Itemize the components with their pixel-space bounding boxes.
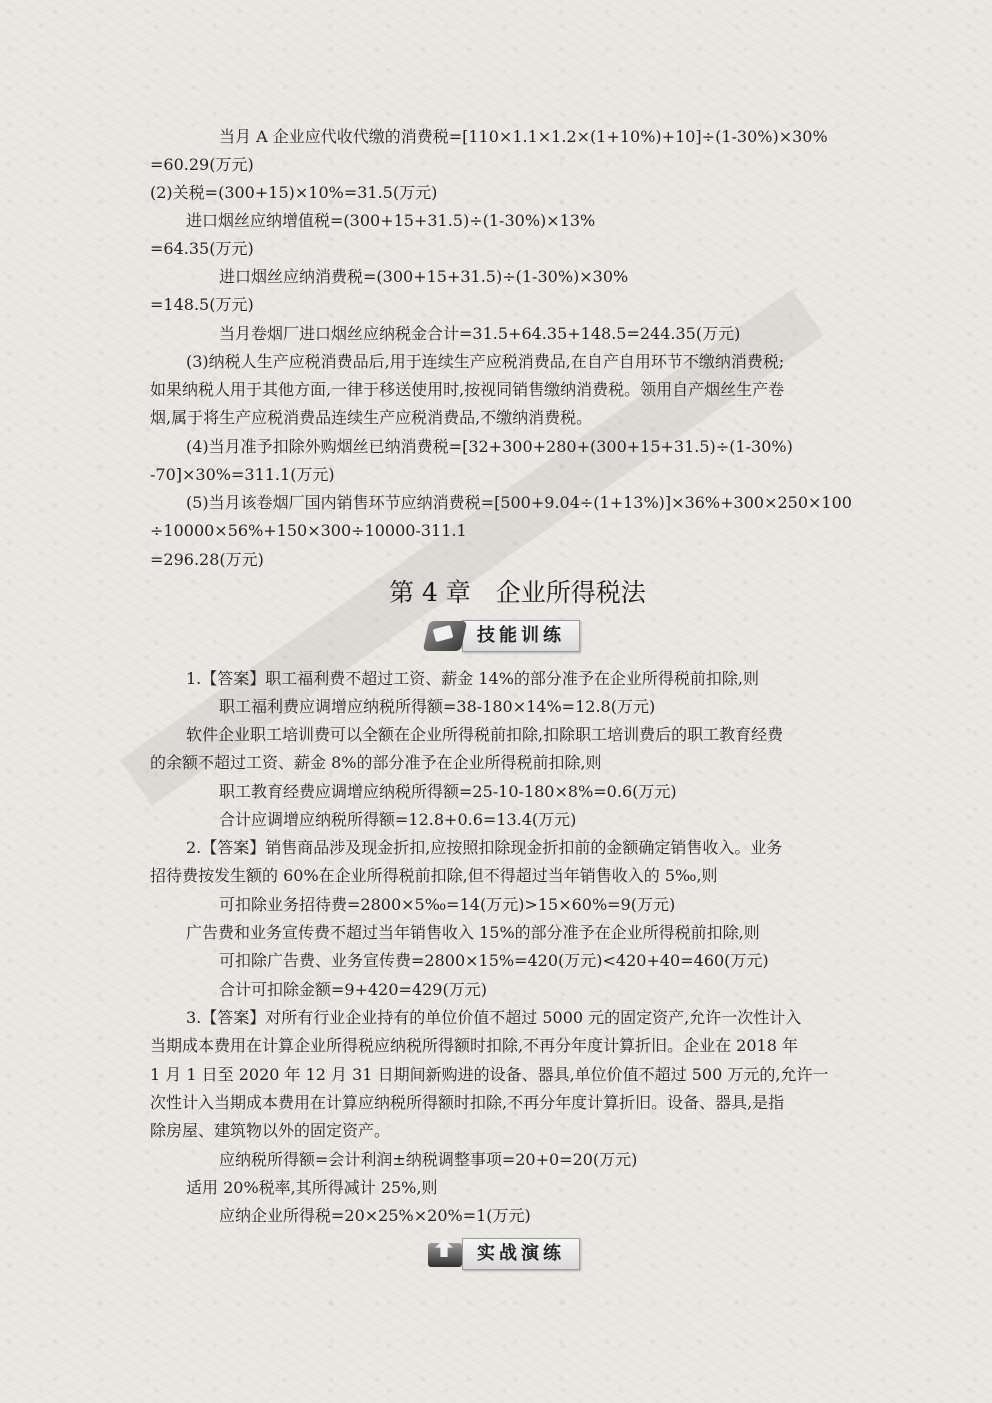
text-line: (4)当月准予扣除外购烟丝已纳消费税=[32+300+280+(300+15+31.5)÷(1-30%)	[186, 437, 793, 456]
text-line: -70]×30%=311.1(万元)	[150, 465, 335, 484]
text-line: 应纳企业所得税=20×25%×20%=1(万元)	[219, 1206, 531, 1225]
text-line: 广告费和业务宣传费不超过当年销售收入 15%的部分准予在企业所得税前扣除,则	[186, 923, 760, 942]
text-line: 当月 A 企业应代收代缴的消费税=[110×1.1×1.2×(1+10%)+10]÷(1-30%)×30%	[219, 127, 828, 146]
text-line: 职工教育经费应调增应纳税所得额=25-10-180×8%=0.6(万元)	[219, 782, 677, 801]
text-line: (5)当月该卷烟厂国内销售环节应纳消费税=[500+9.04÷(1+13%)]×36%+300×250×100	[186, 493, 852, 512]
text-line: 当月卷烟厂进口烟丝应纳税金合计=31.5+64.35+148.5=244.35(万元)	[219, 324, 741, 343]
text-line: 进口烟丝应纳增值税=(300+15+31.5)÷(1-30%)×13%	[186, 211, 596, 230]
chapter-title: 第 4 章 企业所得税法	[389, 578, 646, 607]
practice-label: 实战演练	[462, 1238, 580, 1270]
text-line: ÷10000×56%+150×300÷10000-311.1	[150, 521, 467, 540]
text-line: 当期成本费用在计算企业所得税应纳税所得额时扣除,不再分年度计算折旧。企业在 2018 年	[150, 1036, 798, 1055]
text-line: 软件企业职工培训费可以全额在企业所得税前扣除,扣除职工培训费后的职工教育经费	[186, 725, 784, 744]
text-line: 1.【答案】职工福利费不超过工资、薪金 14%的部分准予在企业所得税前扣除,则	[186, 669, 760, 688]
text-line: (2)关税=(300+15)×10%=31.5(万元)	[150, 183, 438, 202]
text-line: 烟,属于将生产应税消费品连续生产应税消费品,不缴纳消费税。	[150, 408, 593, 427]
text-line: 应纳税所得额=会计利润±纳税调整事项=20+0=20(万元)	[219, 1150, 638, 1169]
text-line: 2.【答案】销售商品涉及现金折扣,应按照扣除现金折扣前的金额确定销售收入。业务	[186, 838, 783, 857]
text-line: =148.5(万元)	[150, 295, 254, 314]
text-line: 合计应调增应纳税所得额=12.8+0.6=13.4(万元)	[219, 810, 577, 829]
text-line: 合计可扣除金额=9+420=429(万元)	[219, 980, 487, 999]
text-line: 如果纳税人用于其他方面,一律于移送使用时,按视同销售缴纳消费税。领用自产烟丝生产卷	[150, 380, 785, 399]
document-icon	[424, 619, 468, 653]
text-line: =296.28(万元)	[150, 550, 264, 569]
text-line: 适用 20%税率,其所得减计 25%,则	[186, 1178, 438, 1197]
skills-label: 技能训练	[462, 620, 580, 652]
text-line: =64.35(万元)	[150, 239, 254, 258]
text-line: 除房屋、建筑物以外的固定资产。	[150, 1121, 391, 1140]
text-line: 招待费按发生额的 60%在企业所得税前扣除,但不得超过当年销售收入的 5‰,则	[150, 866, 718, 885]
text-line: 可扣除广告费、业务宣传费=2800×15%=420(万元)<420+40=460(万元)	[219, 951, 769, 970]
text-line: 可扣除业务招待费=2800×5‰=14(万元)>15×60%=9(万元)	[219, 895, 676, 914]
text-line: 进口烟丝应纳消费税=(300+15+31.5)÷(1-30%)×30%	[219, 267, 629, 286]
text-line: 的余额不超过工资、薪金 8%的部分准予在企业所得税前扣除,则	[150, 753, 602, 772]
text-line: 次性计入当期成本费用在计算应纳税所得额时扣除,不再分年度计算折旧。设备、器具,是指	[150, 1093, 785, 1112]
text-line: (3)纳税人生产应税消费品后,用于连续生产应税消费品,在自产自用环节不缴纳消费税;	[186, 352, 785, 371]
text-line: =60.29(万元)	[150, 155, 254, 174]
text-line: 职工福利费应调增应纳税所得额=38-180×14%=12.8(万元)	[219, 697, 656, 716]
download-box-icon	[424, 1237, 468, 1271]
practice-badge	[424, 1236, 580, 1272]
text-line: 1 月 1 日至 2020 年 12 月 31 日期间新购进的设备、器具,单位价值不超过 500 万元的,允许一	[150, 1065, 829, 1084]
text-line: 3.【答案】对所有行业企业持有的单位价值不超过 5000 元的固定资产,允许一次性计入	[186, 1008, 802, 1027]
skills-badge	[424, 618, 580, 654]
